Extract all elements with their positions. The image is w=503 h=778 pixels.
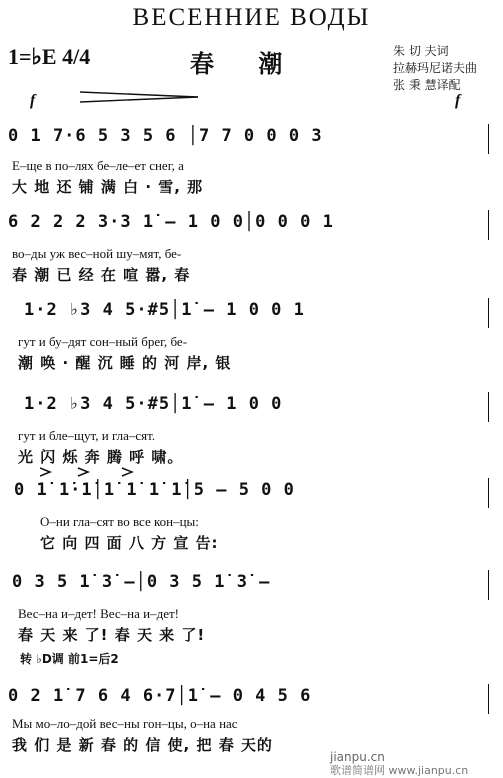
credit-composer: 拉赫玛尼诺夫曲	[393, 61, 478, 75]
lyric-chinese-2: 春 潮 已 经 在 喧 嚣, 春	[12, 266, 191, 284]
bar-line	[488, 478, 489, 508]
crescendo-hairpin	[80, 90, 200, 104]
notation-row-6: 0 3 5 1̇ 3̇ —│0 3 5 1̇ 3̇ —	[12, 572, 271, 592]
bar-line	[488, 124, 489, 154]
title-russian: ВЕСЕННИЕ ВОДЫ	[132, 4, 371, 31]
notation-row-3: 1·2 ♭3 4 5·#5│1̇ — 1 0 0 1	[24, 300, 305, 320]
bar-line	[488, 210, 489, 240]
lyric-russian-1: Е–ще в по–лях бе–ле–ет снег, а	[12, 158, 184, 173]
title-chinese: 春 潮	[190, 50, 301, 78]
lyric-chinese-7: 我 们 是 新 春 的 信 使, 把 春 天的	[12, 736, 273, 754]
notation-row-7: 0 2 1̇ 7 6 4 6·7│1̇ — 0 4 5 6	[8, 686, 312, 706]
lyric-chinese-5: 它 向 四 面 八 方 宣 告:	[40, 534, 219, 552]
bar-line	[488, 684, 489, 714]
notation-row-4: 1·2 ♭3 4 5·#5│1̇ — 1 0 0	[24, 394, 283, 414]
lyric-chinese-3: 潮 唤 · 醒 沉 睡 的 河 岸, 银	[18, 354, 232, 372]
lyric-russian-2: во–ды уж вес–ной шу–мят, бе-	[12, 246, 182, 261]
credits	[393, 43, 477, 94]
credit-translator: 张 秉 慧译配	[393, 78, 461, 92]
lyric-russian-4: гут и бле–щут, и гла–сят.	[18, 428, 156, 443]
modulation-note: 转 ♭D调 前1=后2	[20, 652, 119, 666]
lyric-russian-3: гут и бу–дят сон–ный брег, бе-	[18, 334, 188, 349]
watermark-logo: jianpu.cn	[330, 750, 385, 764]
lyric-chinese-4: 光 闪 烁 奔 腾 呼 啸。	[18, 448, 184, 466]
lyric-chinese-6: 春 天 来 了! 春 天 来 了!	[18, 626, 206, 644]
notation-row-2: 6 2 2 2 3·3 1̇ — 1 0 0│0 0 0 1	[8, 212, 334, 232]
accent-marks	[40, 466, 140, 478]
lyric-russian-5: О–ни гла–сят во все кон–цы:	[40, 514, 199, 529]
bar-line	[488, 570, 489, 600]
key-signature: 1=♭E 4/4	[8, 44, 91, 69]
lyric-chinese-1: 大 地 还 铺 满 白 · 雪, 那	[12, 178, 204, 196]
lyric-russian-7: Мы мо–ло–дой вес–ны гон–цы, о–на нас	[12, 716, 238, 731]
bar-line	[488, 298, 489, 328]
notation-row-5: 0 1̇ 1̇·1̇│1̇ 1̇ 1̇ 1̇│5 — 5 0 0	[14, 480, 295, 500]
watermark-text: 歌谱简谱网 www.jianpu.cn	[330, 764, 469, 777]
notation-row-1: 0 1 7·6 5 3 5 6 │7 7 0 0 0 3	[8, 126, 323, 146]
credit-lyricist: 朱 切 夫词	[393, 44, 449, 58]
dynamic-start: f	[30, 92, 36, 109]
lyric-russian-6: Вес–на и–дет! Вес–на и–дет!	[18, 606, 179, 621]
dynamic-end: f	[455, 92, 461, 109]
bar-line	[488, 392, 489, 422]
